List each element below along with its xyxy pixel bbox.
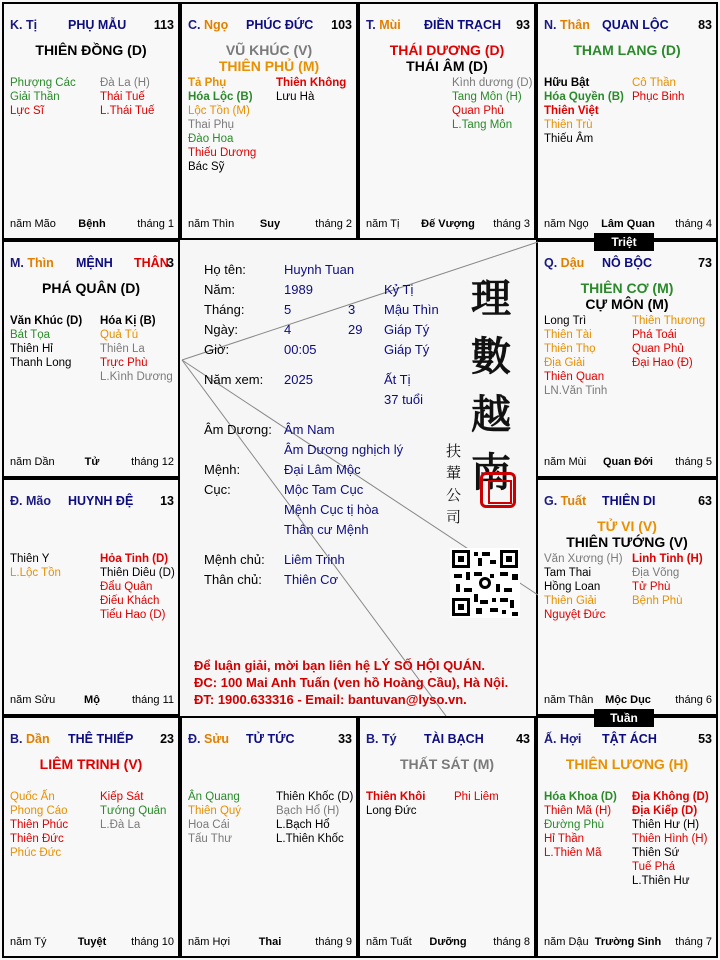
year-value: 1989: [284, 282, 313, 297]
minor-stars-left: Quốc Ấn Phong Cáo Thiên Phúc Thiên Đức Phúc Đức: [10, 791, 69, 859]
day-lunar: 29: [348, 322, 363, 337]
minor-stars-right: Hỏa Tinh (D) Thiên Diêu (D) Đẩu Quân Điếu Khách Tiểu Hao (D): [100, 553, 175, 621]
palace-name: PHÚC ĐỨC: [246, 18, 314, 32]
palace-footer: năm Mão Bệnh tháng 1: [10, 218, 174, 230]
main-star: TỬ VI (V): [597, 518, 657, 534]
year-can: Kỷ Tị: [384, 282, 414, 297]
minor-stars-left: Văn Khúc (D) Bát Tọa Thiên Hỉ Thanh Long: [10, 315, 83, 369]
palace-number: 3: [167, 256, 174, 270]
thanchu-label: Thân chủ:: [204, 572, 262, 587]
palace-number: 103: [331, 18, 352, 32]
main-star: THIÊN CƠ (M): [580, 280, 674, 296]
menh-value: Đại Lâm Mộc: [284, 462, 361, 477]
minor-stars-right: Hóa Kị (B) Quả Tú Thiên La Trực Phù L.Kình Dương: [100, 315, 173, 383]
main-star: VŨ KHÚC (V): [225, 42, 313, 58]
palace-than: [536, 2, 718, 240]
hour-can: Giáp Tý: [384, 342, 430, 357]
palace-tuat: [536, 478, 718, 716]
minor-stars-right: Kình dương (D) Tang Môn (H) Quan Phủ L.Tang Môn: [452, 77, 533, 131]
palace-name: TẬT ÁCH: [602, 732, 657, 746]
hour-label: Giờ:: [204, 342, 230, 357]
hour-value: 00:05: [284, 342, 317, 357]
palace-footer: năm Thân Mộc Dục tháng 6: [544, 694, 712, 706]
palace-number: 63: [698, 494, 712, 508]
palace-footer: năm Tị Đế Vượng tháng 3: [366, 218, 530, 230]
palace-branch: M. Thìn: [10, 256, 54, 270]
qr-code: [450, 548, 520, 618]
main-star: LIÊM TRINH (V): [39, 756, 143, 772]
minor-stars-right: Kiếp Sát Tướng Quân L.Đà La: [100, 791, 167, 831]
red-seal-stamp: [480, 472, 516, 508]
main-star: THÁI DƯƠNG (D): [389, 42, 505, 58]
palace-name: QUAN LỘC: [602, 18, 669, 32]
minor-stars-right: Cô Thần Phục Binh: [632, 77, 685, 103]
palace-footer: năm Dần Tử tháng 12: [10, 456, 174, 468]
main-star-2: THÁI ÂM (D): [406, 58, 488, 74]
seal-text: 扶 輦 公 司: [446, 442, 462, 526]
palace-footer: năm Ngọ Lâm Quan tháng 4: [544, 218, 712, 230]
minor-stars-left: Hóa Khoa (D) Thiên Mã (H) Đường Phù Hỉ Thần L.Thiên Mã: [544, 791, 617, 859]
minor-stars-left: Ân Quang Thiên Quý Hoa Cái Tấu Thư: [188, 791, 242, 845]
minor-stars-right: Thiên Không Lưu Hà: [276, 77, 347, 103]
palace-name: ĐIỀN TRẠCH: [424, 18, 502, 32]
month-label: Tháng:: [204, 302, 245, 317]
year-label: Năm:: [204, 282, 236, 297]
palace-branch: C. Ngọ: [188, 18, 229, 32]
minor-stars-left: Thiên Khôi Long Đức: [366, 791, 426, 817]
minor-stars-left: Thiên Y L.Lộc Tồn: [10, 553, 61, 579]
minor-stars-left: Văn Xương (H) Tam Thai Hồng Loan Thiên Giải Nguyệt Đức: [544, 553, 623, 621]
center-info-panel: [180, 240, 538, 716]
view-year-can: Ất Tị: [384, 372, 411, 387]
palace-footer: năm Tý Tuyệt tháng 10: [10, 936, 174, 948]
palace-branch: N. Thân: [544, 18, 590, 32]
minor-stars-left: Phượng Các Giải Thần Lực Sĩ: [10, 77, 76, 117]
palace-branch: Q. Dậu: [544, 256, 585, 270]
palace-dan: [2, 716, 180, 958]
day-label: Ngày:: [204, 322, 238, 337]
main-star: THẤT SÁT (M): [399, 756, 495, 772]
day-can: Giáp Tý: [384, 322, 430, 337]
palace-dau: [536, 240, 718, 478]
palace-branch: T. Mùi: [366, 18, 401, 32]
minor-stars-left: Hữu Bật Hóa Quyền (B) Thiên Việt Thiên Trù Thiếu Âm: [544, 77, 624, 145]
minor-stars-right: Linh Tinh (H) Địa Võng Tử Phù Bệnh Phù: [632, 553, 703, 607]
palace-thin: [2, 240, 180, 478]
palace-number: 83: [698, 18, 712, 32]
palace-name: TỬ TỨC: [246, 732, 295, 746]
palace-suu: [180, 716, 358, 958]
calligraphy-logo: 理 數 越 南: [471, 275, 511, 496]
triet-badge: Triệt: [594, 233, 654, 251]
minor-stars-right: Thiên Thương Phá Toái Quan Phủ Đại Hao (Đ): [632, 315, 706, 369]
palace-number: 93: [516, 18, 530, 32]
palace-number: 33: [338, 732, 352, 746]
minor-stars-right: Đà La (H) Thái Tuế L.Thái Tuế: [100, 77, 155, 117]
palace-number: 73: [698, 256, 712, 270]
palace-name: THÊ THIẾP: [68, 732, 134, 746]
palace-number: 43: [516, 732, 530, 746]
palace-branch: Đ. Sửu: [188, 732, 230, 746]
palace-name: PHỤ MẪU: [68, 18, 127, 32]
month-lunar: 3: [348, 302, 356, 317]
menh-label: Mệnh:: [204, 462, 241, 477]
palace-number: 53: [698, 732, 712, 746]
than-position: Thân cư Mệnh: [284, 522, 369, 537]
cuc-relation: Mệnh Cục tị hòa: [284, 502, 379, 517]
palace-ty: [2, 2, 180, 240]
palace-mui: [358, 2, 536, 240]
minor-stars-left: Tả Phụ Hóa Lộc (B) Lộc Tồn (M) Thai Phụ Đào Hoa Thiếu Dương Bác Sỹ: [188, 77, 257, 173]
amduong-label: Âm Dương:: [204, 422, 272, 437]
palace-name: THIÊN DI: [602, 494, 656, 508]
palace-number: 113: [153, 18, 174, 32]
palace-branch: B. Tý: [366, 732, 397, 746]
month-value: 5: [284, 302, 292, 317]
main-star-2: CỰ MÔN (M): [585, 296, 669, 312]
palace-number: 23: [160, 732, 174, 746]
palace-branch: Ấ. Hợi: [544, 732, 582, 746]
palace-footer: năm Sửu Mộ tháng 11: [10, 694, 174, 706]
palace-hoi: [536, 716, 718, 958]
palace-branch: G. Tuất: [544, 494, 587, 508]
palace-footer: năm Tuất Dưỡng tháng 8: [366, 936, 530, 948]
palace-footer: năm Hợi Thai tháng 9: [188, 936, 352, 948]
palace-name: HUYNH ĐỆ: [68, 494, 134, 508]
minor-stars-right: Phi Liêm: [454, 791, 499, 803]
palace-footer: năm Mùi Quan Đới tháng 5: [544, 456, 712, 468]
month-can: Mậu Thìn: [384, 302, 439, 317]
cuc-value: Mộc Tam Cục: [284, 482, 364, 497]
palace-number: 13: [160, 494, 174, 508]
palace-mao: [2, 478, 180, 716]
palace-name: NÔ BỘC: [602, 256, 652, 270]
contact-phone-email: ĐT: 1900.633316 - Email: bantuvan@lyso.vn.: [194, 692, 467, 707]
contact-address: ĐC: 100 Mai Anh Tuấn (ven hồ Hoàng Cầu), Hà Nội.: [194, 675, 509, 690]
menhchu-value: Liêm Trinh: [284, 552, 345, 567]
day-value: 4: [284, 322, 292, 337]
name-value: Huynh Tuan: [284, 262, 355, 277]
view-year-value: 2025: [284, 372, 313, 387]
amduong-value: Âm Nam: [284, 422, 335, 437]
main-star: THAM LANG (D): [573, 42, 681, 58]
amduong-relation: Âm Dương nghịch lý: [284, 442, 404, 457]
palace-branch: K. Tị: [10, 18, 38, 32]
minor-stars-left: Long Trì Thiên Tài Thiên Thọ Địa Giải Thiên Quan LN.Văn Tinh: [544, 315, 608, 397]
menhchu-label: Mệnh chủ:: [204, 552, 265, 567]
contact-line-1: Để luận giải, mời bạn liên hệ LÝ SỐ HỘI QUÁN.: [194, 658, 485, 673]
main-star-2: THIÊN PHỦ (M): [218, 58, 320, 74]
minor-stars-right: Địa Không (D) Địa Kiếp (D) Thiên Hư (H) Thiên Hình (H) Thiên Sứ Tuế Phá L.Thiên Hư: [632, 791, 709, 887]
cuc-label: Cục:: [204, 482, 231, 497]
palace-branch: B. Dần: [10, 732, 50, 746]
age-value: 37 tuổi: [384, 392, 424, 407]
main-star: THIÊN LƯƠNG (H): [565, 756, 689, 772]
palace-name: MỆNH: [76, 256, 113, 270]
palace-footer: năm Thìn Suy tháng 2: [188, 218, 352, 230]
palace-footer: năm Dậu Trường Sinh tháng 7: [544, 936, 712, 948]
palace-ti: [358, 716, 536, 958]
main-star: PHÁ QUÂN (D): [42, 280, 140, 296]
name-label: Họ tên:: [204, 262, 246, 277]
thanchu-value: Thiên Cơ: [284, 572, 339, 587]
palace-ngo: [180, 2, 358, 240]
main-star: THIÊN ĐỒNG (D): [35, 42, 147, 58]
view-year-label: Năm xem:: [204, 372, 264, 387]
palace-branch: Đ. Mão: [10, 494, 51, 508]
minor-stars-right: Thiên Khốc (D) Bạch Hổ (H) L.Bạch Hổ L.Thiên Khốc: [276, 791, 354, 845]
tuan-badge: Tuần: [594, 709, 654, 727]
palace-body-label: THÂN: [134, 256, 169, 270]
palace-name: TÀI BẠCH: [424, 732, 484, 746]
main-star-2: THIÊN TƯỚNG (V): [566, 534, 688, 550]
